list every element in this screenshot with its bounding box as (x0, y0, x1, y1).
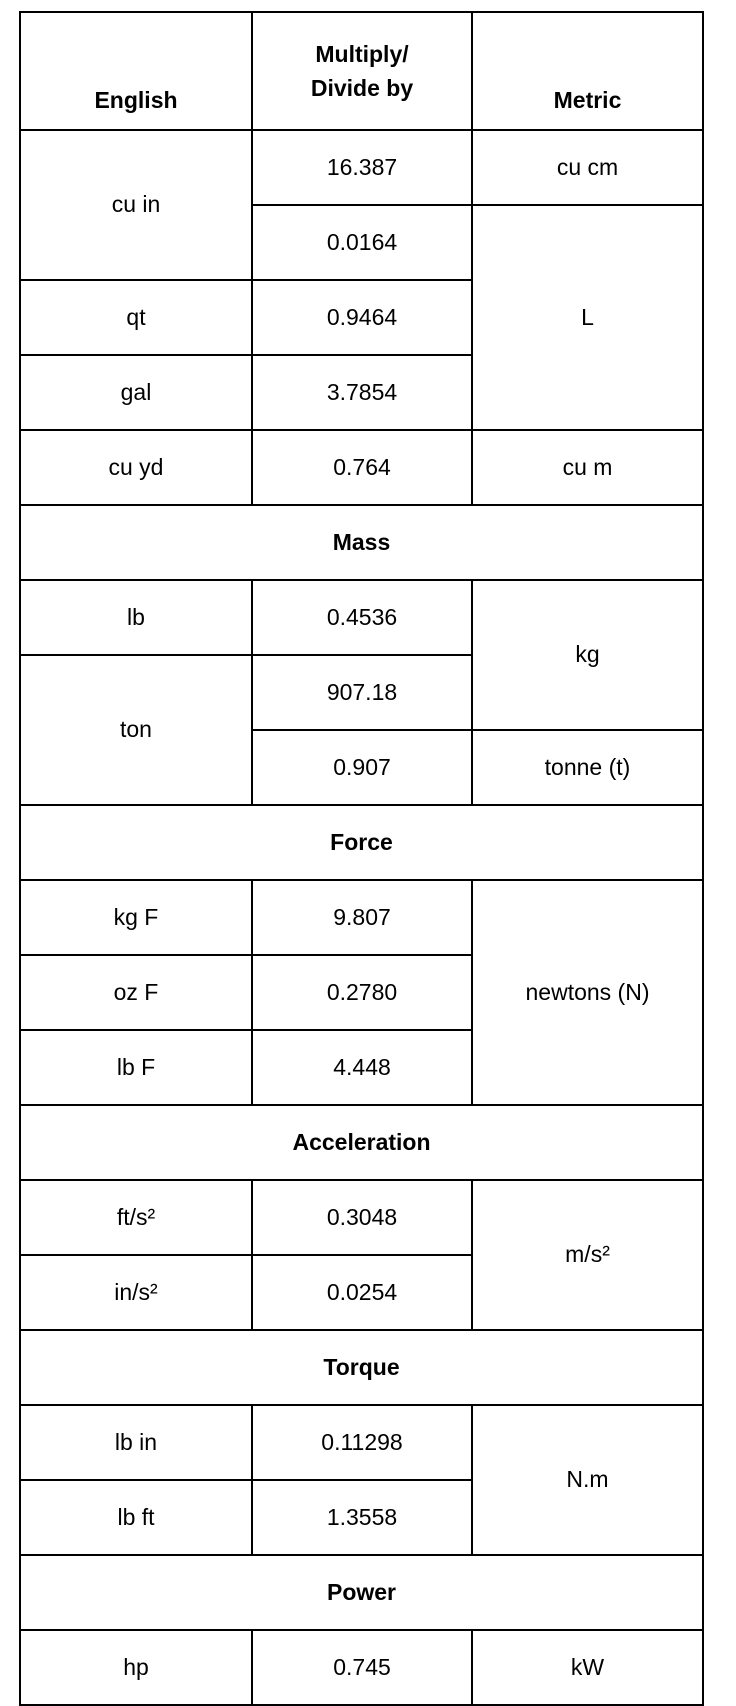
table-row (20, 880, 703, 955)
factor-cell: 0.3048 (252, 1180, 472, 1255)
header-factor-line2: Divide by (310, 75, 414, 101)
section-row-acceleration (20, 1105, 703, 1180)
factor-cell: 907.18 (252, 655, 472, 730)
header-metric: Metric (472, 12, 703, 130)
english-unit-cell: cu in (20, 130, 252, 280)
factor-cell: 16.387 (252, 130, 472, 205)
section-row-torque (20, 1330, 703, 1405)
section-row-force (20, 805, 703, 880)
factor-cell: 0.11298 (252, 1405, 472, 1480)
factor-cell: 0.907 (252, 730, 472, 805)
english-unit-cell: in/s² (20, 1255, 252, 1330)
english-unit-cell: ton (20, 655, 252, 805)
table-row (20, 1630, 703, 1705)
metric-unit-cell: N.m (472, 1405, 703, 1555)
factor-cell: 4.448 (252, 1030, 472, 1105)
english-unit-cell: lb (20, 580, 252, 655)
conversion-table (19, 11, 704, 1706)
metric-unit-cell: kW (472, 1630, 703, 1705)
section-heading-force: Force (20, 805, 703, 880)
factor-cell: 0.764 (252, 430, 472, 505)
metric-unit-cell: kg (472, 580, 703, 730)
factor-cell: 1.3558 (252, 1480, 472, 1555)
factor-cell: 0.0164 (252, 205, 472, 280)
factor-cell: 0.2780 (252, 955, 472, 1030)
english-unit-cell: lb ft (20, 1480, 252, 1555)
section-row-mass (20, 505, 703, 580)
table-row (20, 130, 703, 205)
english-unit-cell: gal (20, 355, 252, 430)
metric-unit-cell: tonne (t) (472, 730, 703, 805)
english-unit-cell: lb F (20, 1030, 252, 1105)
section-heading-torque: Torque (20, 1330, 703, 1405)
english-unit-cell: lb in (20, 1405, 252, 1480)
section-heading-acceleration: Acceleration (20, 1105, 703, 1180)
english-unit-cell: qt (20, 280, 252, 355)
metric-unit-cell: cu cm (472, 130, 703, 205)
english-unit-cell: hp (20, 1630, 252, 1705)
table-row (20, 430, 703, 505)
table-row (20, 1180, 703, 1255)
factor-cell: 3.7854 (252, 355, 472, 430)
header-english: English (20, 12, 252, 130)
header-factor (252, 12, 472, 130)
header-row (20, 12, 703, 130)
section-heading-mass: Mass (20, 505, 703, 580)
factor-cell: 0.745 (252, 1630, 472, 1705)
english-unit-cell: kg F (20, 880, 252, 955)
english-unit-cell: ft/s² (20, 1180, 252, 1255)
metric-unit-cell: cu m (472, 430, 703, 505)
metric-unit-cell: newtons (N) (472, 880, 703, 1105)
table-row (20, 1405, 703, 1480)
factor-cell: 0.0254 (252, 1255, 472, 1330)
english-unit-cell: cu yd (20, 430, 252, 505)
factor-cell: 0.9464 (252, 280, 472, 355)
english-unit-cell: oz F (20, 955, 252, 1030)
section-heading-power: Power (20, 1555, 703, 1630)
table-row (20, 580, 703, 655)
section-row-power (20, 1555, 703, 1630)
metric-unit-cell: m/s² (472, 1180, 703, 1330)
factor-cell: 0.4536 (252, 580, 472, 655)
header-factor-line1: Multiply/ (315, 40, 409, 67)
metric-unit-cell: L (472, 205, 703, 430)
factor-cell: 9.807 (252, 880, 472, 955)
